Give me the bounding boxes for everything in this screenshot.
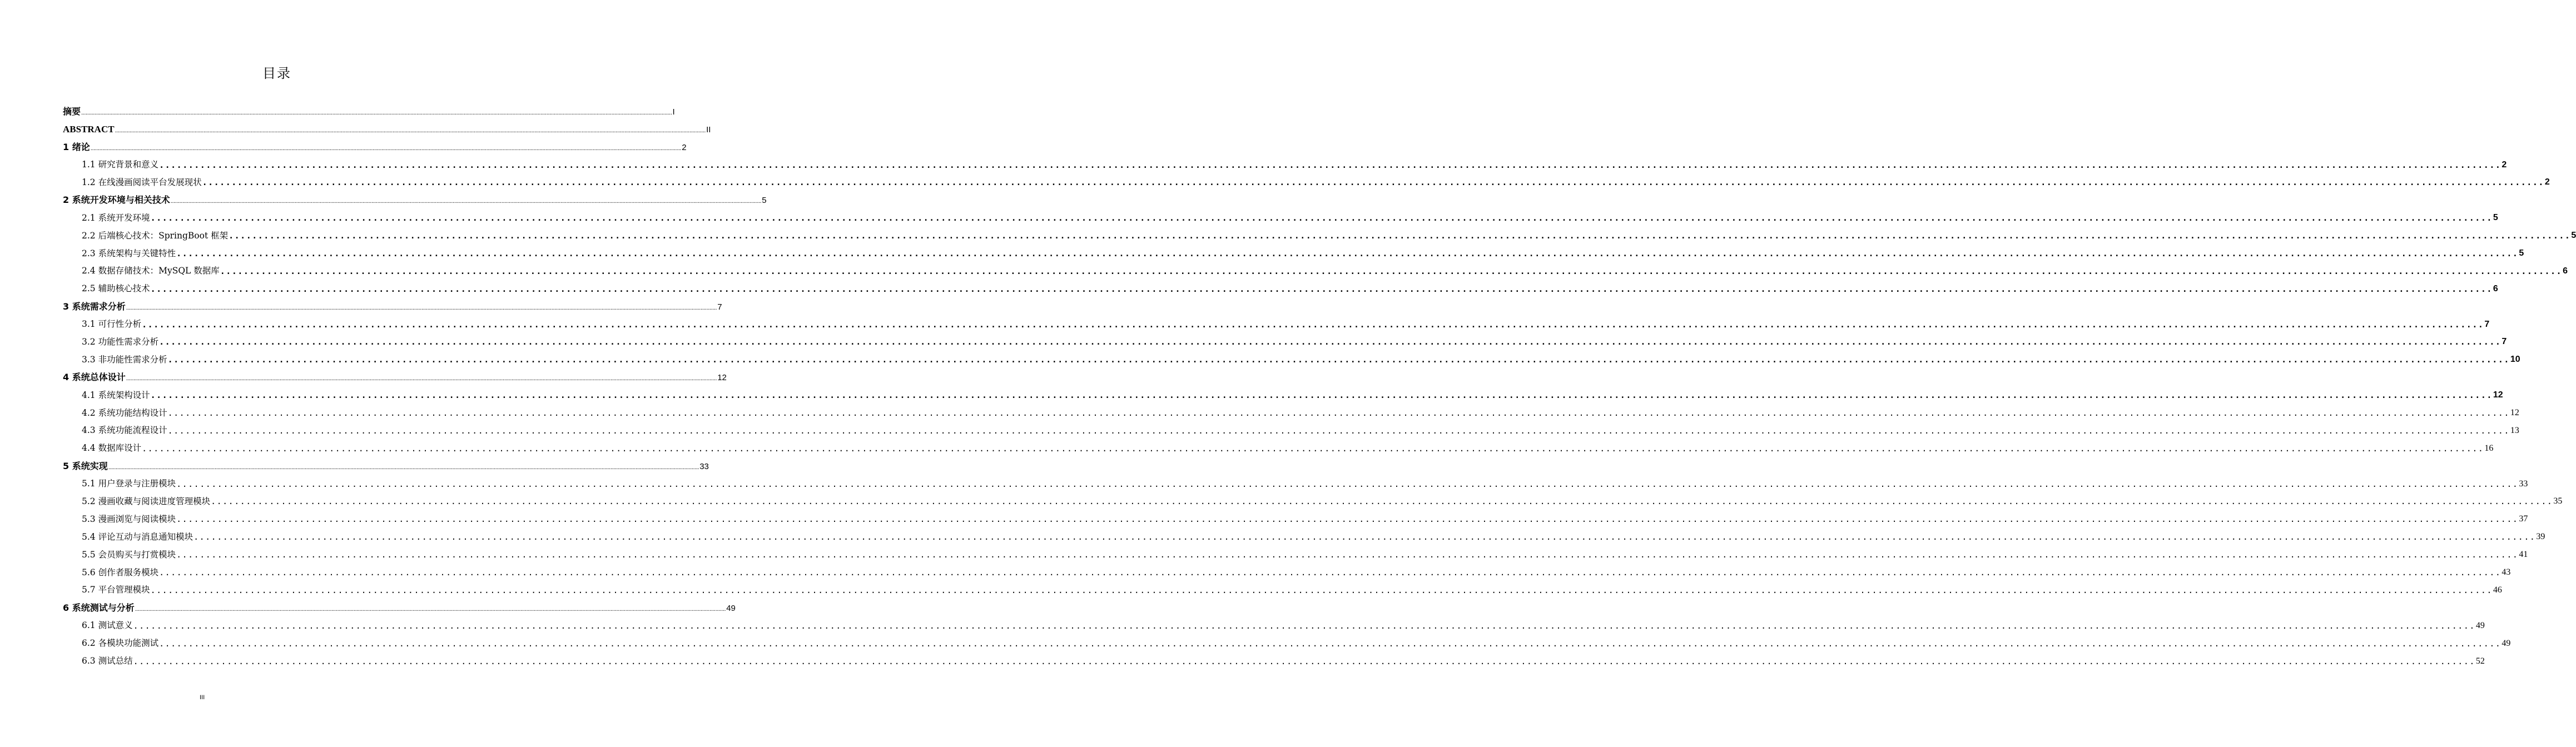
toc-entry xyxy=(63,400,2519,419)
toc-leader-dots: ................................................................................................................................................................................................................................................................................................................................................................................................................ xyxy=(202,177,2544,188)
toc-entry-label: 1 绪论 xyxy=(63,141,90,152)
toc-entry xyxy=(63,506,2528,525)
toc-entry xyxy=(63,222,2576,241)
toc-leader-dots: ................................................................................................................................................................................................................................................................................................................................................................................................................ xyxy=(142,443,2484,454)
toc-entry xyxy=(63,595,736,613)
toc-entry xyxy=(63,329,2507,347)
toc-entry-page: 7 xyxy=(717,302,722,312)
toc-entry-page: 6 xyxy=(2493,283,2498,293)
toc-entry-label: 5.2 漫画收藏与阅读进度管理模块 xyxy=(82,496,211,506)
toc-entry-page: I xyxy=(672,107,675,117)
toc-entry-page: 13 xyxy=(2510,425,2519,435)
toc-entry xyxy=(63,116,711,135)
toc-entry xyxy=(63,276,2498,294)
toc-entry xyxy=(63,293,722,312)
toc-entry-page: 49 xyxy=(2501,638,2511,648)
toc-entry-page: 49 xyxy=(2475,620,2485,630)
toc-leader-dots: ................................................................................................................................................................................................................................................................................................................................................................................................................ xyxy=(142,319,2484,330)
toc-entry xyxy=(63,382,2503,401)
toc-entry-label: 5.6 创作者服务模块 xyxy=(82,567,159,577)
toc-leader-dots: ................................................................................................................................................................................................................................................................................................................................................................................................................ xyxy=(167,425,2510,436)
toc-entry xyxy=(63,577,2502,595)
toc-leader-dots: ................................................................................................................................................................................................................................................................................................................................................................................................................ xyxy=(150,213,2493,223)
toc-leader-dots: ................................................................................................................................................................................................................................................................................................................................................................................................................ xyxy=(90,145,682,152)
toc-entry-page: 16 xyxy=(2484,443,2494,453)
toc-leader-dots: ................................................................................................................................................................................................................................................................................................................................................................................................................ xyxy=(126,304,717,311)
toc-entry-page: 49 xyxy=(726,603,736,613)
toc-entry-label: 3.3 非功能性需求分析 xyxy=(82,354,167,365)
toc-entry-label: 2.1 系统开发环境 xyxy=(82,212,150,223)
toc-entry xyxy=(63,648,2485,666)
toc-entry xyxy=(63,98,675,117)
toc-leader-dots: ................................................................................................................................................................................................................................................................................................................................................................................................................ xyxy=(150,283,2493,294)
toc-entry-label: 4.3 系统功能流程设计 xyxy=(82,425,167,436)
toc-entry-page: 12 xyxy=(2510,408,2519,418)
toc-entry-label: 6 系统测试与分析 xyxy=(63,602,135,613)
toc-entry-label: 5.3 漫画浏览与阅读模块 xyxy=(82,514,176,524)
toc-entry-label: 2.4 数据存储技术：MySQL 数据库 xyxy=(82,266,220,276)
toc-entry xyxy=(63,417,2519,436)
toc-entry-page: 2 xyxy=(2501,160,2507,170)
toc-entry-label: 4 系统总体设计 xyxy=(63,372,126,383)
toc-entry xyxy=(63,240,2524,259)
toc-entry-page: 7 xyxy=(2501,337,2507,347)
toc-entry xyxy=(63,170,2550,188)
toc-leader-dots: ................................................................................................................................................................................................................................................................................................................................................................................................................ xyxy=(167,355,2510,365)
toc-entry-page: 33 xyxy=(2519,479,2528,489)
page-number: III xyxy=(200,694,205,701)
toc-entry xyxy=(63,612,2485,631)
toc-entry-page: 10 xyxy=(2510,355,2520,365)
toc-entry-label: 3.1 可行性分析 xyxy=(82,319,142,330)
toc-entry-page: 46 xyxy=(2493,585,2502,595)
toc-leader-dots: ................................................................................................................................................................................................................................................................................................................................................................................................................ xyxy=(133,620,2475,631)
toc-leader-dots: ................................................................................................................................................................................................................................................................................................................................................................................................................ xyxy=(159,160,2501,170)
toc-entry-label: 摘要 xyxy=(63,106,81,117)
toc-entry-label: 4.4 数据库设计 xyxy=(82,443,142,454)
toc-leader-dots: ................................................................................................................................................................................................................................................................................................................................................................................................................ xyxy=(115,127,706,134)
toc-entry-page: 5 xyxy=(2493,213,2498,223)
toc-entry-page: 33 xyxy=(699,461,709,471)
toc-entry xyxy=(63,364,727,383)
toc-leader-dots: ................................................................................................................................................................................................................................................................................................................................................................................................................ xyxy=(176,248,2519,259)
toc-entry-label: 6.3 测试总结 xyxy=(82,656,133,666)
toc-leader-dots: ................................................................................................................................................................................................................................................................................................................................................................................................................ xyxy=(170,198,762,205)
toc-entry-page: 35 xyxy=(2553,496,2563,506)
toc-leader-dots: ................................................................................................................................................................................................................................................................................................................................................................................................................ xyxy=(176,550,2519,560)
toc-entry xyxy=(63,453,709,471)
table-of-contents xyxy=(63,98,2576,666)
toc-leader-dots: ................................................................................................................................................................................................................................................................................................................................................................................................................ xyxy=(159,567,2501,578)
toc-leader-dots: ................................................................................................................................................................................................................................................................................................................................................................................................................ xyxy=(176,479,2519,489)
toc-entry xyxy=(63,559,2511,578)
toc-leader-dots: ................................................................................................................................................................................................................................................................................................................................................................................................................ xyxy=(211,496,2553,507)
toc-leader-dots: ................................................................................................................................................................................................................................................................................................................................................................................................................ xyxy=(126,375,717,382)
toc-entry-label: 2.5 辅助核心技术 xyxy=(82,283,150,294)
toc-leader-dots: ................................................................................................................................................................................................................................................................................................................................................................................................................ xyxy=(167,408,2510,419)
toc-entry xyxy=(63,471,2528,489)
toc-entry-page: 12 xyxy=(2493,390,2503,400)
toc-entry-label: 5 系统实现 xyxy=(63,460,108,471)
toc-entry-page: 43 xyxy=(2501,567,2511,577)
toc-entry-page: 5 xyxy=(2519,248,2524,258)
toc-entry xyxy=(63,435,2494,454)
toc-entry-label: ABSTRACT xyxy=(63,123,115,135)
toc-entry-label: 4.1 系统架构设计 xyxy=(82,390,150,400)
toc-entry-label: 1.2 在线漫画阅读平台发展现状 xyxy=(82,177,202,187)
toc-entry-page: 2 xyxy=(682,142,687,152)
toc-entry xyxy=(63,152,2507,170)
toc-entry-label: 4.2 系统功能结构设计 xyxy=(82,407,167,418)
toc-leader-dots: ................................................................................................................................................................................................................................................................................................................................................................................................................ xyxy=(176,514,2519,525)
toc-entry-label: 3.2 功能性需求分析 xyxy=(82,336,159,347)
toc-entry-page: 12 xyxy=(717,373,727,383)
toc-leader-dots: ................................................................................................................................................................................................................................................................................................................................................................................................................ xyxy=(159,638,2501,649)
toc-entry-page: 5 xyxy=(762,196,767,206)
toc-title: 目录 xyxy=(262,66,291,81)
toc-entry xyxy=(63,187,767,206)
toc-entry xyxy=(63,630,2511,649)
toc-leader-dots: ................................................................................................................................................................................................................................................................................................................................................................................................................ xyxy=(135,605,726,612)
toc-entry-label: 2 系统开发环境与相关技术 xyxy=(63,195,170,206)
toc-entry-page: 7 xyxy=(2484,319,2490,329)
toc-leader-dots: ................................................................................................................................................................................................................................................................................................................................................................................................................ xyxy=(150,390,2493,401)
toc-entry-page: 52 xyxy=(2475,656,2485,666)
toc-leader-dots: ................................................................................................................................................................................................................................................................................................................................................................................................................ xyxy=(150,585,2493,595)
toc-entry-label: 6.2 各模块功能测试 xyxy=(82,638,159,649)
toc-entry-page: 5 xyxy=(2571,231,2576,241)
toc-entry-page: 2 xyxy=(2544,177,2550,187)
toc-leader-dots: ................................................................................................................................................................................................................................................................................................................................................................................................................ xyxy=(159,337,2501,347)
toc-entry xyxy=(63,541,2528,560)
toc-entry-label: 6.1 测试意义 xyxy=(82,620,133,631)
toc-entry xyxy=(63,258,2568,276)
toc-entry xyxy=(63,205,2498,223)
toc-entry-label: 1.1 研究背景和意义 xyxy=(82,160,159,170)
toc-entry-label: 2.2 后端核心技术：SpringBoot 框架 xyxy=(82,230,229,241)
toc-leader-dots: ................................................................................................................................................................................................................................................................................................................................................................................................................ xyxy=(108,464,699,471)
toc-entry-label: 5.4 评论互动与消息通知模块 xyxy=(82,531,193,542)
toc-entry-label: 2.3 系统架构与关键特性 xyxy=(82,248,176,258)
toc-entry xyxy=(63,489,2563,507)
toc-entry xyxy=(63,524,2545,542)
toc-entry xyxy=(63,311,2490,330)
toc-entry-label: 5.1 用户登录与注册模块 xyxy=(82,479,176,489)
toc-leader-dots: ................................................................................................................................................................................................................................................................................................................................................................................................................ xyxy=(220,266,2563,276)
toc-entry xyxy=(63,134,687,152)
toc-entry xyxy=(63,346,2520,365)
toc-leader-dots: ................................................................................................................................................................................................................................................................................................................................................................................................................ xyxy=(193,532,2536,542)
toc-entry-page: 6 xyxy=(2563,266,2568,276)
toc-leader-dots: ................................................................................................................................................................................................................................................................................................................................................................................................................ xyxy=(229,231,2571,241)
toc-leader-dots: ................................................................................................................................................................................................................................................................................................................................................................................................................ xyxy=(81,109,672,116)
toc-entry-label: 5.5 会员购买与打赏模块 xyxy=(82,549,176,560)
toc-entry-page: 41 xyxy=(2519,550,2528,560)
toc-entry-page: 37 xyxy=(2519,514,2528,524)
toc-entry-label: 3 系统需求分析 xyxy=(63,301,126,312)
toc-leader-dots: ................................................................................................................................................................................................................................................................................................................................................................................................................ xyxy=(133,656,2475,666)
toc-entry-page: 39 xyxy=(2536,532,2545,542)
toc-entry-page: II xyxy=(706,124,711,135)
toc-entry-label: 5.7 平台管理模块 xyxy=(82,585,150,595)
